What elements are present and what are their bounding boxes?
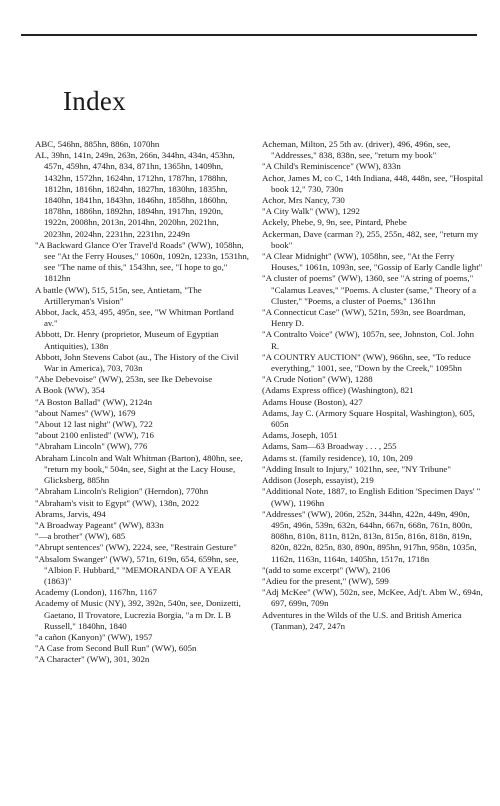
index-entry: "A Contralto Voice" (WW), 1057n, see, Johnston, Col. John R. <box>262 329 475 351</box>
index-entry: Adams, Joseph, 1051 <box>262 430 338 441</box>
index-entry: "A Case from Second Bull Run" (WW), 605n <box>35 643 197 654</box>
index-entry: Achor, Mrs Nancy, 730 <box>262 195 345 206</box>
index-entry: A Book (WW), 354 <box>35 385 105 396</box>
index-entry: Academy of Music (NY), 392, 392n, 540n, see, Donizetti, Gaetano, Il Trovatore, Lucrezia Borgia, "a m Dr. L B Russell," 1840hn, 1840 <box>35 598 241 631</box>
index-entry: "Adieu for the present," (WW), 599 <box>262 575 389 586</box>
index-entry: AL, 39hn, 141n, 249n, 263n, 266n, 344hn, 434n, 453hn, 457n, 459hn, 474hn, 834, 871hn, 1365hn, 1409hn, 1432hn, 1572hn, 1624hn, 1712hn, 1787hn, 1788hn, 1812hn, 1816hn, 1824hn, 1827hn, 1830hn, 1835hn, 1840hn, 1841hn, 1843hn, 1846hn, 1858hn, 1860hn, 1878hn, 1886hn, 1892hn, 1894hn, 1917hn, 1920n, 1922n, 2008hn, 2013n, 2014hn, 2020hn, 2021hn, 2023hn, 2024hn, 2231hn, 2231hn, 2249n <box>35 150 235 239</box>
index-entry: Adventures in the Wilds of the U.S. and British America (Tanman), 247, 247n <box>262 609 462 631</box>
index-entry: Ackely, Phebe, 9, 9n, see, Pintard, Phebe <box>262 217 407 228</box>
index-entry: (Adams Express office) (Washington), 821 <box>262 385 414 396</box>
index-entry: A battle (WW), 515, 515n, see, Antietam, "The Artilleryman's Vision" <box>35 284 202 306</box>
index-entry: "—a brother" (WW), 685 <box>35 531 126 542</box>
index-entry: Adams, Jay C. (Armory Square Hospital, Washington), 605, 605n <box>262 407 475 430</box>
index-entry: "Additional Note, 1887, to English Edition 'Specimen Days' " (WW), 1196hn <box>262 486 481 508</box>
index-entry: "(add to some excerpt" (WW), 2106 <box>262 564 391 575</box>
index-entry: "About 12 last night" (WW), 722 <box>35 419 153 430</box>
index-entry: "Abraham Lincoln" (WW), 776 <box>35 441 148 452</box>
index-entry: Academy (London), 1167hn, 1167 <box>35 587 157 598</box>
index-entry: "A Connecticut Case" (WW), 521n, 593n, see Boardman, Henry D. <box>262 307 466 329</box>
index-entry: Ackerman, Dave (carman ?), 255, 255n, 482, see, "return my book" <box>262 228 479 250</box>
index-column-right <box>262 139 484 632</box>
index-entry: "A Boston Ballad" (WW), 2124n <box>35 396 153 407</box>
index-entry: "Addresses" (WW), 206n, 252n, 344hn, 422n, 449n, 490n, 495n, 496n, 539n, 632n, 644hn, 667n, 668n, 761n, 800n, 808hn, 810n, 811n, 812n, 813n, 815n, 816n, 818n, 819n, 820n, 822n, 825n, 830, 890n, 895hn, 917hn, 958n, 1035n, 1162n, 1163n, 1164n, 1405hn, 1517n, 1718n <box>262 508 477 564</box>
index-entry: Adams, Sam—63 Broadway . . . , 255 <box>262 441 397 452</box>
index-entry: Abbott, John Stevens Cabot (au., The History of the Civil War in America), 703, 703n <box>35 351 239 374</box>
index-entry: "Adj McKee" (WW), 502n, see, McKee, Adj't. Abm W., 694n, 697, 699n, 709n <box>262 587 483 609</box>
index-entry: "A Broadway Pageant" (WW), 833n <box>35 519 164 530</box>
index-column-left <box>35 139 249 666</box>
index-entry: Abbott, Dr. Henry (proprietor, Museum of Egyptian Antiquities), 138n <box>35 329 219 351</box>
index-entry: "Absalom Swanger" (WW), 571n, 619n, 654, 659hn, see, "Albion F. Hubbard," "MEMORANDA OF A YEAR (1863)" <box>35 553 239 586</box>
index-entry: ABC, 546hn, 885hn, 886n, 1070hn <box>35 139 160 149</box>
index-entry: "A Child's Reminiscence" (WW), 833n <box>262 161 401 172</box>
index-entry: Addison (Joseph, essayist), 219 <box>262 475 374 486</box>
index-entry: Achor, James M, co C, 14th Indiana, 448, 448n, see, "Hospital book 12," 730, 730n <box>262 172 484 194</box>
page-title: Index <box>63 86 126 116</box>
index-entry: "A Character" (WW), 301, 302n <box>35 654 150 665</box>
index-entry: "A Clear Midnight" (WW), 1058hn, see, "At the Ferry Houses," 1061n, 1093n, see, "Gossip of Early Candle light" <box>262 251 483 273</box>
index-entry: "A Backward Glance O'er Travel'd Roads" (WW), 1058hn, see "At the Ferry Houses," 1060n, 1092n, 1233n, 1531hn, see "The name of this," 1543hn, see, "I hope to go," 1812hn <box>35 239 249 284</box>
top-rule <box>21 34 477 36</box>
index-entry: "a cañon (Kanyon)" (WW), 1957 <box>35 631 153 642</box>
index-entry: Acheman, Milton, 25 5th av. (driver), 496, 496n, see, "Addresses," 838, 838n, see, "return my book" <box>262 139 451 161</box>
index-entry: "A COUNTRY AUCTION" (WW), 966hn, see, "To reduce everything," 1001, see, "Down by the Creek," 1095hn <box>262 351 471 374</box>
index-entry: Abrams, Jarvis, 494 <box>35 508 106 519</box>
index-entry: Adams st. (family residence), 10, 10n, 209 <box>262 452 413 463</box>
index-entry: "about 2100 enlisted" (WW), 716 <box>35 430 154 441</box>
index-entry: Abbot, Jack, 453, 495, 495n, see, "W Whitman Portland av." <box>35 307 234 329</box>
index-entry: "Abe Debevoise" (WW), 253n, see Ike Debevoise <box>35 374 213 385</box>
index-entry: "A City Walk" (WW), 1292 <box>262 206 360 217</box>
index-entry: "about Names" (WW), 1679 <box>35 407 136 418</box>
index-entry: "Abrupt sentences" (WW), 2224, see, "Restrain Gesture" <box>35 542 237 553</box>
index-entry: "Abraham Lincoln's Religion" (Herndon), 770hn <box>35 486 209 497</box>
index-entry: "Adding Insult to Injury," 1021hn, see, "NY Tribune" <box>262 463 451 474</box>
index-entry: "Abraham's visit to Egypt" (WW), 138n, 2022 <box>35 497 200 508</box>
index-entry: "A Crude Notion" (WW), 1288 <box>262 374 373 385</box>
index-entry: Abraham Lincoln and Walt Whitman (Barton), 480hn, see, "return my book," 504n, see, Sight at the Lacy House, Glicksberg, 885hn <box>35 452 243 486</box>
index-entry: "A cluster of poems" (WW), 1360, see "A string of poems," "Calamus Leaves," "Poems. A cluster (same," Theory of a Cluster," "Poems, a cluster of Poems," 1361hn <box>262 273 477 306</box>
index-entry: Adams House (Boston), 427 <box>262 396 363 407</box>
